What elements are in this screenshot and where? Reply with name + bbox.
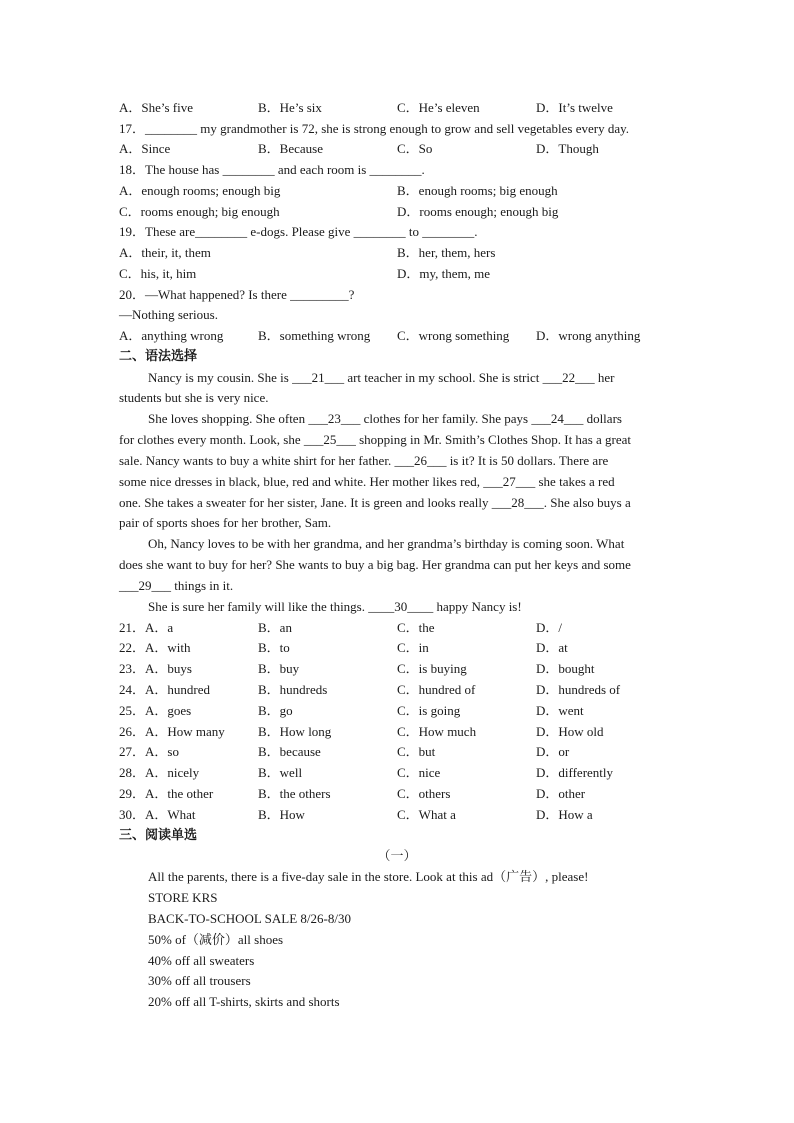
q17-options bbox=[0, 138, 794, 159]
q22-options: 22．A．with B．to C．in D．at bbox=[119, 640, 568, 655]
q29-options: 29．A．the other B．the others C．others D．other bbox=[119, 786, 586, 801]
q16-option-a: A．She’s five bbox=[119, 100, 194, 115]
q18-options-row2 bbox=[0, 201, 794, 222]
q24-options: 24．A．hundred B．hundreds C．hundred of D．hundreds of bbox=[119, 682, 621, 697]
passage-line: sale. Nancy wants to buy a white shirt for her father. ___26___ is it? It is 50 dollars. There are bbox=[119, 453, 609, 468]
q19-option-d: D．my, them, me bbox=[397, 266, 491, 281]
q18-stem: 18．The house has ________ and each room is ________. bbox=[119, 162, 425, 177]
q28-options: 28．A．nicely B．well C．nice D．differently bbox=[119, 765, 614, 780]
passage-line: does she want to buy for her? She wants to buy a big bag. Her grandma can put her keys and some bbox=[119, 557, 631, 572]
q19-option-a: A．their, it, them bbox=[119, 245, 211, 260]
q19-stem: 19．These are________ e-dogs. Please give ________ to ________. bbox=[119, 224, 478, 239]
q18-option-b: B．enough rooms; big enough bbox=[397, 183, 558, 198]
q16-option-d: D．It’s twelve bbox=[536, 100, 613, 115]
q20-option-c: C．wrong something bbox=[397, 328, 510, 343]
q19-options-row1 bbox=[0, 242, 794, 263]
passage-line: Nancy is my cousin. She is ___21___ art teacher in my school. She is strict ___22___ her bbox=[148, 370, 615, 385]
ad-sale-title: BACK-TO-SCHOOL SALE 8/26-8/30 bbox=[148, 911, 351, 926]
passage-line: Oh, Nancy loves to be with her grandma, and her grandma’s birthday is coming soon. What bbox=[148, 536, 625, 551]
q17-option-d: D．Though bbox=[536, 141, 599, 156]
ad-store-name: STORE KRS bbox=[148, 890, 218, 905]
q20-reply: —Nothing serious. bbox=[119, 307, 218, 322]
passage-line: ___29___ things in it. bbox=[119, 578, 234, 593]
q23-options: 23．A．buys B．buy C．is buying D．bought bbox=[119, 661, 595, 676]
q16-option-b: B．He’s six bbox=[258, 100, 322, 115]
q17-option-b: B．Because bbox=[258, 141, 323, 156]
q27-options: 27．A．so B．because C．but D．or bbox=[119, 744, 570, 759]
q25-options: 25．A．goes B．go C．is going D．went bbox=[119, 703, 584, 718]
q17-option-c: C．So bbox=[397, 141, 433, 156]
passage-line: She is sure her family will like the things. ____30____ happy Nancy is! bbox=[148, 599, 522, 614]
passage-line: She loves shopping. She often ___23___ clothes for her family. She pays ___24___ dollars bbox=[148, 411, 622, 426]
q18-option-c: C．rooms enough; big enough bbox=[119, 204, 280, 219]
section3-heading: 三、阅读单选 bbox=[119, 828, 198, 843]
q18-options-row1 bbox=[0, 180, 794, 201]
q20-options bbox=[0, 325, 794, 346]
ad-line: 40% off all sweaters bbox=[148, 953, 255, 968]
q30-options: 30．A．What B．How C．What a D．How a bbox=[119, 807, 593, 822]
q18-option-d: D．rooms enough; enough big bbox=[397, 204, 559, 219]
q18-option-a: A．enough rooms; enough big bbox=[119, 183, 281, 198]
q16-options bbox=[0, 97, 794, 118]
passage-line: one. She takes a sweater for her sister, Jane. It is green and looks really ___28___. She also buys a bbox=[119, 495, 631, 510]
passage-line: pair of sports shoes for her brother, Sam. bbox=[119, 515, 332, 530]
q26-options: 26．A．How many B．How long C．How much D．How old bbox=[119, 724, 604, 739]
q17-stem: 17．________ my grandmother is 72, she is strong enough to grow and sell vegetables every day. bbox=[119, 121, 630, 136]
ad-line: 30% off all trousers bbox=[148, 973, 251, 988]
q17-option-a: A．Since bbox=[119, 141, 171, 156]
ad-line: 50% of（减价）all shoes bbox=[148, 932, 284, 947]
q19-options-row2 bbox=[0, 263, 794, 284]
q20-option-d: D．wrong anything bbox=[536, 328, 641, 343]
q21-options: 21．A．a B．an C．the D．/ bbox=[119, 620, 563, 635]
section2-heading: 二、语法选择 bbox=[119, 349, 198, 364]
q20-option-a: A．anything wrong bbox=[119, 328, 224, 343]
reading-part-label: （一） bbox=[377, 848, 417, 863]
q19-option-b: B．her, them, hers bbox=[397, 245, 496, 260]
ad-line: 20% off all T-shirts, skirts and shorts bbox=[148, 994, 340, 1009]
passage-line: for clothes every month. Look, she ___25___ shopping in Mr. Smith’s Clothes Shop. It has a great bbox=[119, 432, 632, 447]
q20-stem: 20．—What happened? Is there _________? bbox=[119, 287, 355, 302]
passage-line: some nice dresses in black, blue, red and white. Her mother likes red, ___27___ she takes a red bbox=[119, 474, 615, 489]
q20-option-b: B．something wrong bbox=[258, 328, 371, 343]
q16-option-c: C．He’s eleven bbox=[397, 100, 480, 115]
passage-line: students but she is very nice. bbox=[119, 390, 269, 405]
q19-option-c: C．his, it, him bbox=[119, 266, 197, 281]
ad-intro: All the parents, there is a five-day sale in the store. Look at this ad（广告）, please! bbox=[148, 869, 589, 884]
